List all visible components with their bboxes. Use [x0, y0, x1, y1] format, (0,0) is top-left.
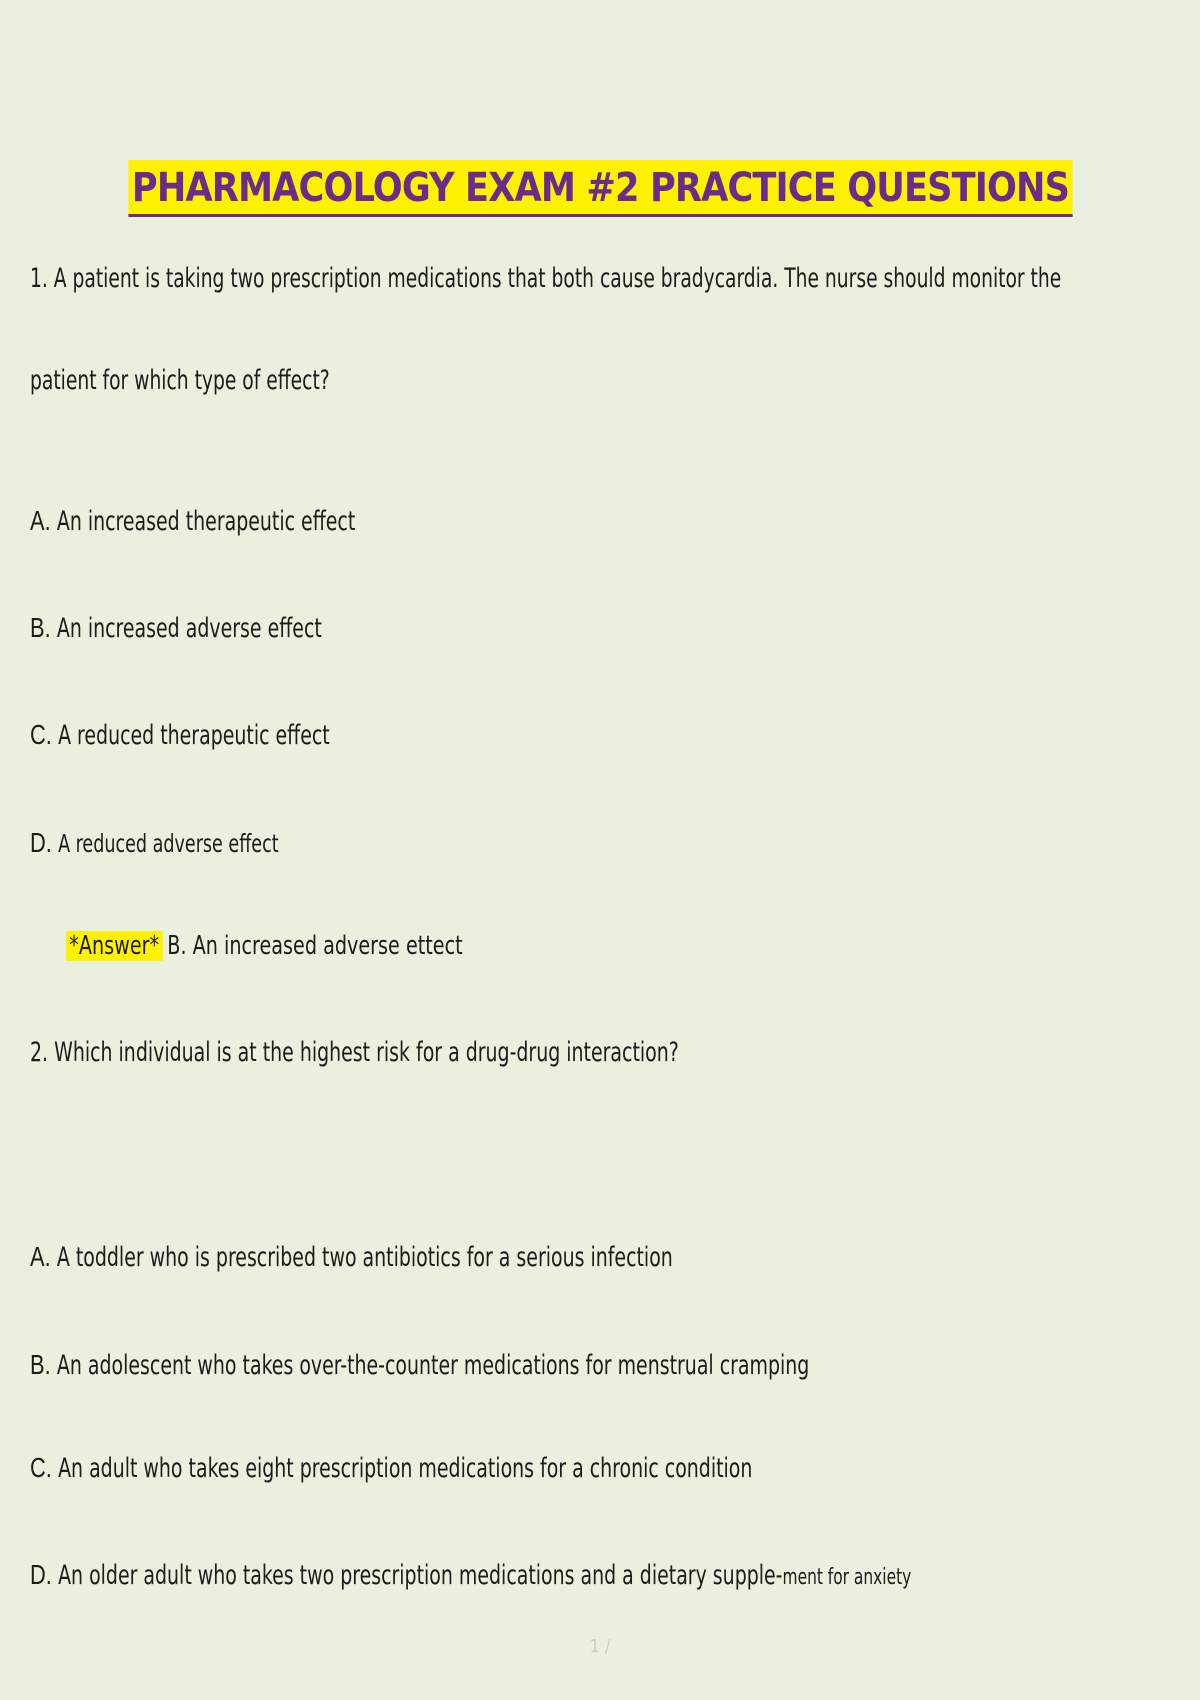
page-title: PHARMACOLOGY EXAM #2 PRACTICE QUESTIONS: [128, 160, 1072, 217]
option-text: An adult who takes eight prescription medications for a chronic condition: [58, 1453, 753, 1484]
question-2-line-1: 2. Which individual is at the highest risk for a drug-drug interaction?: [30, 1037, 679, 1068]
option-text: A reduced therapeutic effect: [58, 720, 330, 751]
question-2-option-a: [30, 1240, 673, 1275]
option-text: A toddler who is prescribed two antibiotics for a serious infection: [56, 1242, 673, 1273]
question-1-option-d: [30, 826, 279, 861]
option-letter: B.: [30, 1349, 51, 1380]
option-letter: C.: [30, 719, 52, 750]
answer-text: B. An increased adverse ettect: [167, 931, 463, 961]
title-wrap: [0, 160, 1200, 217]
option-letter: A.: [30, 505, 51, 536]
option-letter: D.: [30, 1559, 52, 1590]
option-text: An older adult who takes two prescription medications and a dietary supple-: [58, 1560, 783, 1591]
option-letter: B.: [30, 612, 51, 643]
question-1-option-b: [30, 611, 322, 646]
question-2-option-b: [30, 1348, 809, 1383]
question-1-option-a: [30, 504, 355, 539]
option-letter: D.: [30, 827, 52, 858]
answer-highlight-tag: *Answer*: [66, 931, 162, 961]
option-text-continuation: ment for anxiety: [782, 1565, 912, 1590]
option-text: An increased therapeutic effect: [56, 506, 356, 537]
option-letter: A.: [30, 1241, 51, 1272]
option-text: An increased adverse effect: [56, 613, 322, 644]
option-text: An adolescent who takes over-the-counter medications for menstrual cramping: [56, 1350, 810, 1381]
question-1-line-1: 1. A patient is taking two prescription medications that both cause bradycardia. The nurse should monitor the: [30, 263, 1062, 294]
option-text: A reduced adverse effect: [58, 829, 279, 858]
question-2-option-c: [30, 1451, 752, 1486]
question-2-option-d: [30, 1558, 911, 1595]
question-1-answer: [66, 928, 463, 964]
option-letter: C.: [30, 1452, 52, 1483]
question-1-line-2: patient for which type of effect?: [30, 365, 330, 396]
page-number: 1 /: [589, 1636, 611, 1657]
question-1-option-c: [30, 718, 330, 753]
